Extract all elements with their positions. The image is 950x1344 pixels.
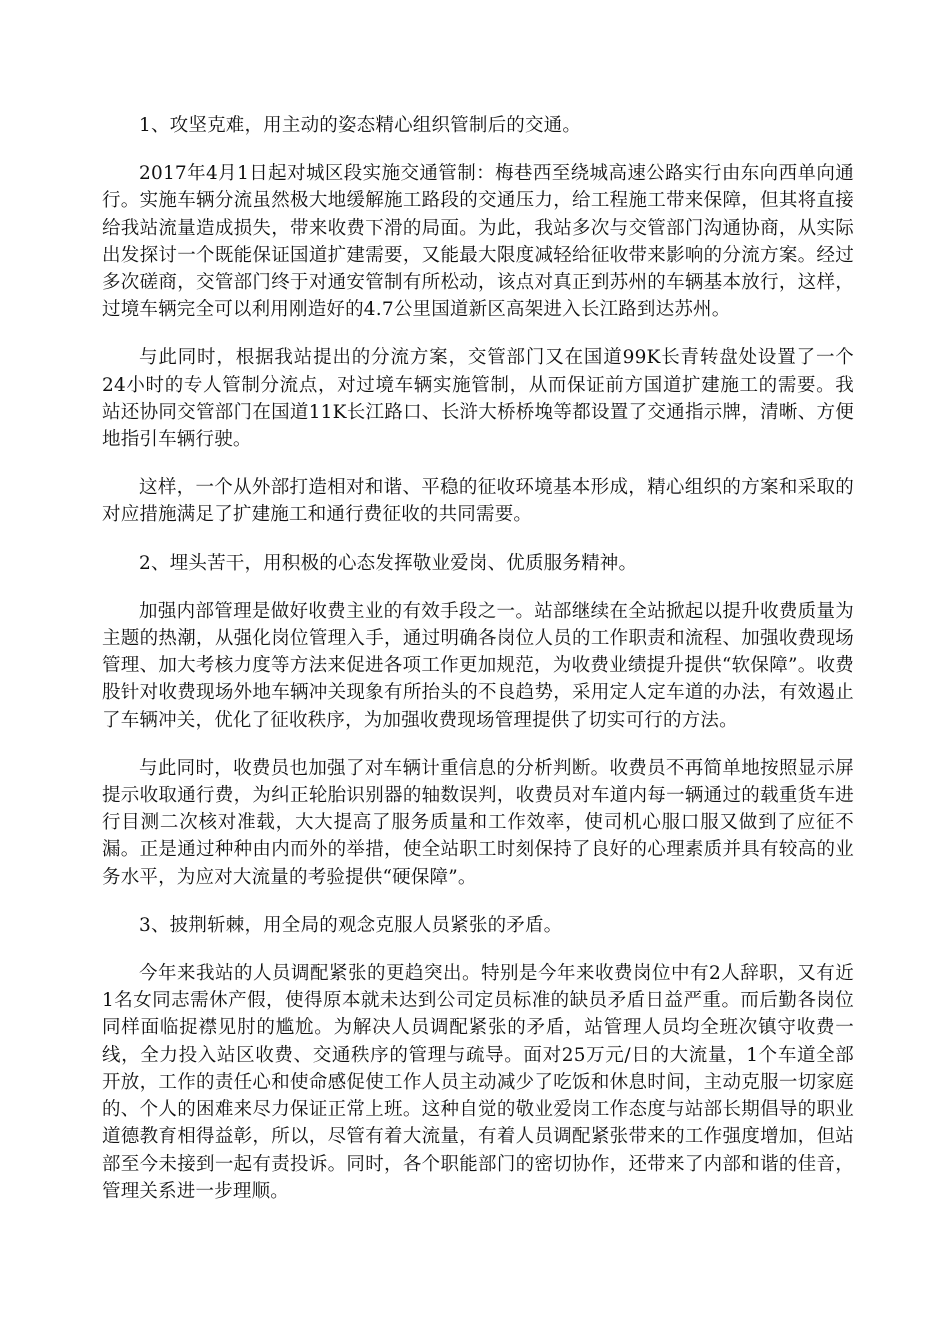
paragraph-environment: 这样，一个从外部打造相对和谐、平稳的征收环境基本形成，精心组织的方案和采取的对应措施满足了扩建施工和通行费征收的共同需要。: [102, 477, 854, 526]
section-heading-3: 3、披荆斩棘，用全局的观念克服人员紧张的矛盾。: [139, 914, 563, 936]
section-heading-2: 2、埋头苦干，用积极的心态发挥敬业爱岗、优质服务精神。: [139, 552, 638, 574]
document-body: [102, 112, 854, 1226]
section-heading-1: 1、攻坚克难，用主动的姿态精心组织管制后的交通。: [139, 115, 582, 136]
paragraph-internal-management: 加强内部管理是做好收费主业的有效手段之一。站部继续在全站掀起以提升收费质量为主题的热潮，从强化岗位管理入手，通过明确各岗位人员的工作职责和流程、加强收费现场管理、加大考核力度等方法来促进各项工作更加规范，为收费业绩提升提供“软保障”。收费股针对收费现场外地车辆冲关现象有所抬头的不良趋势，采用定人定车道的办法，有效遏止了车辆冲关，优化了征收秩序，为加强收费现场管理提供了切实可行的方法。: [102, 600, 854, 731]
paragraph-staffing: 今年来我站的人员调配紧张的更趋突出。特别是今年来收费岗位中有2人辞职，又有近1名女同志需休产假，使得原本就未达到公司定员标准的缺员矛盾日益严重。而后勤各岗位同样面临捉襟见肘的尴尬。为解决人员调配紧张的矛盾，站管理人员均全班次镇守收费一线，全力投入站区收费、交通秩序的管理与疏导。面对25万元/日的大流量，1个车道全部开放，工作的责任心和使命感促使工作人员主动减少了吃饭和休息时间，主动克服一切家庭的、个人的困难来尽力保证正常上班。这种自觉的敬业爱岗工作态度与站部长期倡导的职业道德教育相得益彰，所以，尽管有着大流量，有着人员调配紧张带来的工作强度增加，但站部至今未接到一起有责投诉。同时，各个职能部门的密切协作，还带来了内部和谐的佳音，管理关系进一步理顺。: [102, 963, 854, 1202]
paragraph-diversion-plan: 与此同时，根据我站提出的分流方案，交管部门又在国道99K长青转盘处设置了一个24小时的专人管制分流点，对过境车辆实施管制，从而保证前方国道扩建施工的需要。我站还协同交管部门在国道11K长江路口、长浒大桥桥堍等都设置了交通指示牌，清晰、方便地指引车辆行驶。: [102, 347, 854, 451]
paragraph-weighing-analysis: 与此同时，收费员也加强了对车辆计重信息的分析判断。收费员不再简单地按照显示屏提示收取通行费，为纠正轮胎识别器的轴数误判，收费员对车道内每一辆通过的载重货车进行目测二次核对准载，大大提高了服务质量和工作效率，使司机心服口服又做到了应征不漏。正是通过种种由内而外的举措，使全站职工时刻保持了良好的心理素质并具有较高的业务水平，为应对大流量的考验提供“硬保障”。: [102, 757, 854, 888]
paragraph-traffic-control: 2017年4月1日起对城区段实施交通管制：梅巷西至绕城高速公路实行由东向西单向通行。实施车辆分流虽然极大地缓解施工路段的交通压力，给工程施工带来保障，但其将直接给我站流量造成损失，带来收费下滑的局面。为此，我站多次与交管部门沟通协商，从实际出发探讨一个既能保证国道扩建需要，又能最大限度减轻给征收带来影响的分流方案。经过多次磋商，交管部门终于对通安管制有所松动，该点对真正到苏州的车辆基本放行，这样，过境车辆完全可以利用刚造好的4.7公里国道新区高架进入长江路到达苏州。: [102, 163, 854, 321]
